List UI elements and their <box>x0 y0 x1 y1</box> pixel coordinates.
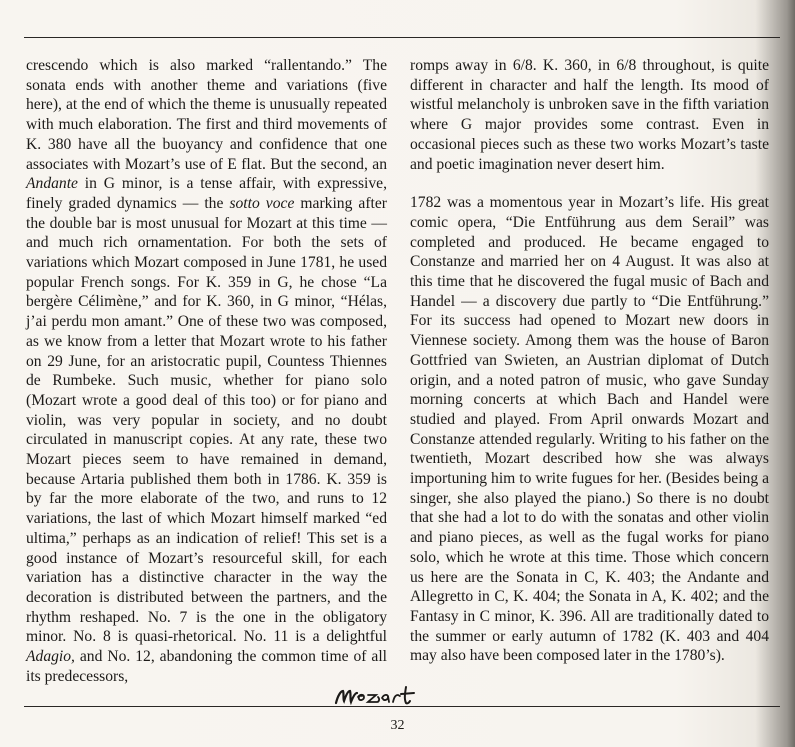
text-run: marking after the double bar is most unusual for Mozart at this time — and much rich ornamentation. For both the sets of variations which Mozart composed in June 1781, he used popular French songs. For K. 359 in G, he chose “La bergère Célimène,” and for K. 360, in G minor, “Hélas, j’ai perdu mon amant.” One of these two was composed, as we know from a letter that Mozart wrote to his father on 29 June, for an aristocratic pupil, Countess Thiennes de Rumbeke. Such music, whether for piano solo (Mozart wrote a good deal of this too) or for piano and violin, was very popular in society, and no doubt circulated in manuscript copies. At any rate, these two Mozart pieces seem to have remained in demand, because Artaria published them both in 1786. K. 359 is by far the more elaborate of the two, and runs to 12 variations, the last of which Mozart himself marked “ed ultima,” perhaps as an indication of relief! This set is a good instance of Mozart’s resourceful skill, for each variation has a distinctive character in the way the decoration is distributed between the partners, and the rhythm reshaped. No. 7 is the one in the obligatory minor. No. 8 is quasi-rhetorical. No. 11 is a delightful <box>26 194 387 646</box>
right-paragraph-2: 1782 was a momentous year in Mozart’s life. His great comic opera, “Die Entführung aus dem Serail” was completed and produced. He became engaged to Constanze and married her on 4 August. It was also at this time that he discovered the fugal music of Bach and Handel — a discovery due partly to “Die Entführung.” For its success had opened to Mozart new doors in Viennese society. Among them was the house of Baron Gottfried van Swieten, an Austrian diplomat of Dutch origin, and a noted patron of music, who gave Sunday morning concerts at which Bach and Handel were studied and played. From April onwards Mozart and Constanze attended regularly. Writing to his father on the twentieth, Mozart described how she was always importuning him to write fugues for her. (Besides being a singer, she also played the piano.) So there is no doubt that she had a lot to do with the sonatas and other violin and piano pieces, as well as the fugal works for piano solo, which he wrote at this time. Those which concern us here are the Sonata in C, K. 403; the Andante and Allegretto in C, K. 404; the Sonata in A, K. 402; and the Fantasy in C minor, K. 396. All are traditionally dated to the summer or early autumn of 1782 (K. 403 and 404 may also have been composed later in the 1780’s). <box>410 194 769 665</box>
text-run: crescendo which is also marked “rallentando.” The sonata ends with another theme and variations (five here), at the end of which the theme is unusually repeated with much elaboration. The first and third movements of K. 380 have all the buoyancy and confidence that one associates with Mozart’s use of E flat. But the second, an <box>26 57 387 173</box>
bottom-rule <box>24 706 780 707</box>
left-column <box>26 56 387 687</box>
top-rule <box>24 37 780 38</box>
italic-term: Andante <box>26 175 78 193</box>
left-paragraph <box>26 56 387 687</box>
italic-term: Adagio, <box>26 648 75 666</box>
right-column <box>410 56 769 666</box>
page-number: 32 <box>390 718 405 733</box>
right-paragraph-1: romps away in 6/8. K. 360, in 6/8 throughout, is quite different in character and half the length. Its mood of wistful melancholy is unbroken save in the fifth variation where G major provides some contrast. Even in occasional pieces such as these two works Mozart’s taste and poetic imagination never desert him. <box>410 57 769 173</box>
italic-term: sotto voce <box>229 194 295 212</box>
text-run: and No. 12, abandoning the common time of all its predecessors, <box>26 648 387 685</box>
text-run: in G minor, is a tense affair, with expressive, finely graded dynamics — the <box>26 175 387 212</box>
